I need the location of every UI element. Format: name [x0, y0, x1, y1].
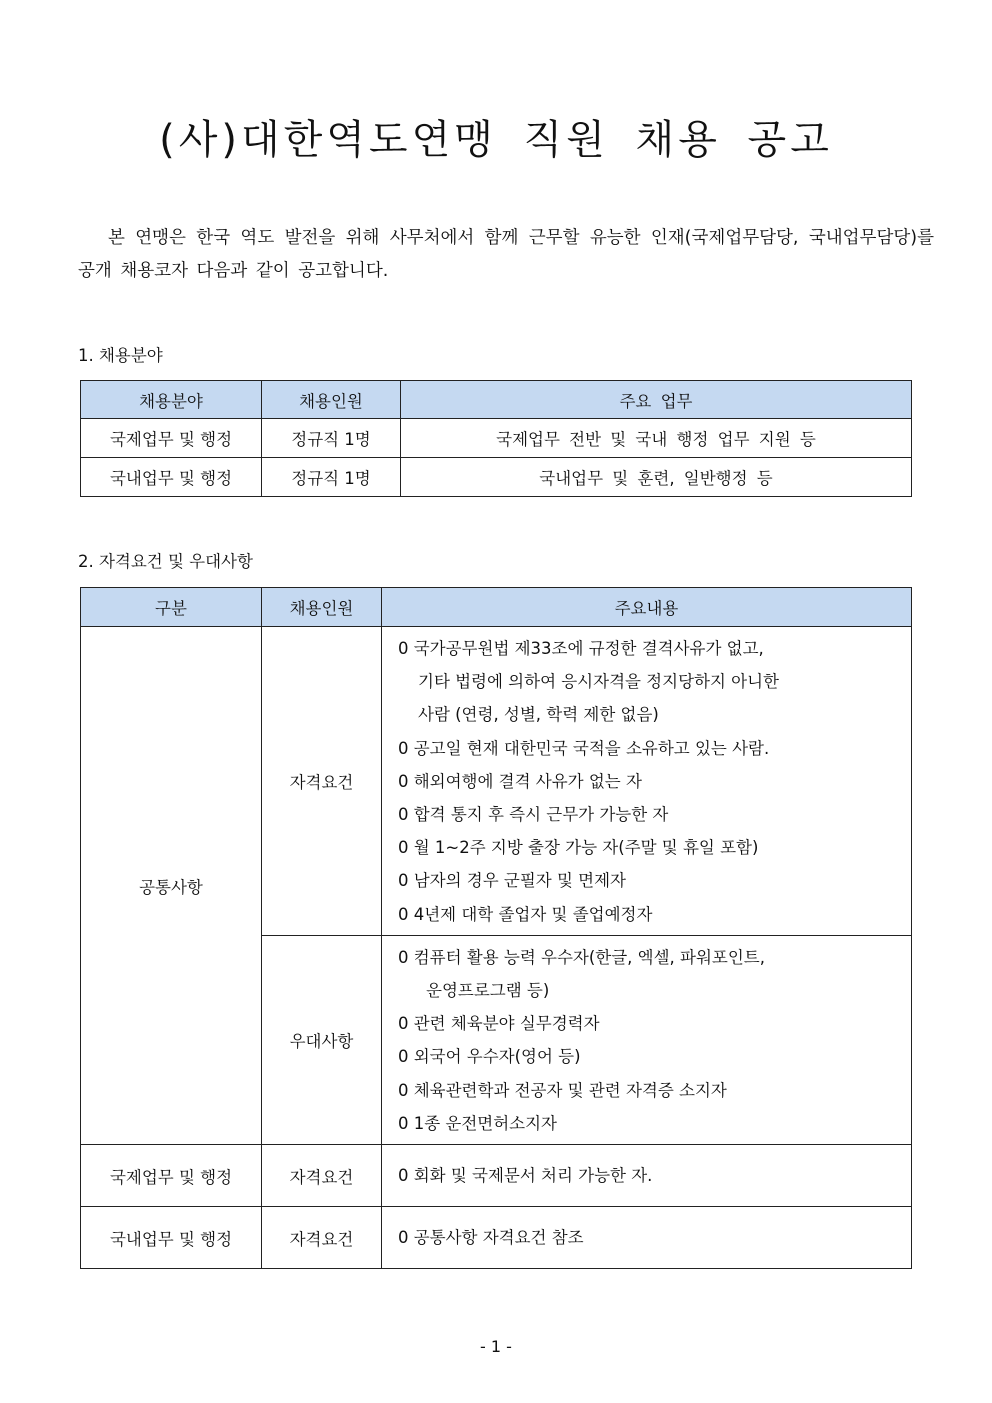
table-header-row: [81, 588, 912, 627]
cell-field: 국내업무 및 행정: [81, 458, 262, 497]
list-item: 0 관련 체육분야 실무경력자: [398, 1014, 600, 1034]
list-item: 0 국가공무원법 제33조에 규정한 결격사유가 없고,: [398, 639, 764, 658]
preference-list: [382, 935, 912, 1144]
list-item: 0 해외여행에 결격 사유가 없는 자: [398, 771, 642, 791]
header-main-content: 주요내용: [382, 588, 912, 627]
recruitment-field-table: [80, 380, 912, 497]
list-item: 0 월 1~2주 지방 출장 가능 자(주말 및 휴일 포함): [398, 838, 759, 858]
qualification-table: [80, 587, 912, 1269]
qualification-list: [382, 627, 912, 936]
list-item: 운영프로그램 등): [426, 981, 550, 1001]
list-item: 0 체육관련학과 전공자 및 관련 자격증 소지자: [398, 1080, 727, 1100]
cell-headcount: 정규직 1명: [262, 458, 401, 497]
header-category: 구분: [81, 588, 262, 627]
table-row: [81, 1207, 912, 1269]
list-item: 사람 (연령, 성별, 학력 제한 없음): [418, 705, 659, 725]
document-title: (사)대한역도연맹 직원 채용 공고: [159, 117, 833, 163]
table-row: [81, 419, 912, 458]
list-item: 0 합격 통지 후 즉시 근무가 가능한 자: [398, 805, 669, 825]
cell-international-label: 국제업무 및 행정: [81, 1145, 262, 1207]
table-row: [81, 627, 912, 936]
table-header-row: [81, 381, 912, 419]
table-row: [81, 1145, 912, 1207]
list-item: 0 1종 운전면허소지자: [398, 1113, 557, 1133]
cell-duties: 국제업무 전반 및 국내 행정 업무 지원 등: [401, 419, 912, 458]
list-item: 0 공통사항 자격요건 참조: [398, 1228, 584, 1248]
cell-domestic-type: 자격요건: [262, 1207, 382, 1269]
section1-heading: 1. 채용분야: [78, 346, 163, 365]
intro-paragraph: [78, 222, 934, 288]
header-main-duties: 주요 업무: [401, 381, 912, 419]
header-headcount: 채용인원: [262, 588, 382, 627]
cell-qualification-label: 자격요건: [262, 627, 382, 936]
list-item: 기타 법령에 의하여 응시자격을 정지당하지 아니한: [418, 672, 779, 692]
cell-duties: 국내업무 및 훈련, 일반행정 등: [401, 458, 912, 497]
table-row: [81, 458, 912, 497]
list-item: 0 공고일 현재 대한민국 국적을 소유하고 있는 사람.: [398, 738, 770, 758]
cell-common-label: 공통사항: [81, 627, 262, 1145]
list-item: 0 4년제 대학 졸업자 및 졸업예정자: [398, 904, 653, 924]
header-field: 채용분야: [81, 381, 262, 419]
page-number: - 1 -: [480, 1337, 512, 1356]
section2-heading: 2. 자격요건 및 우대사항: [78, 552, 253, 571]
cell-international-content: [382, 1145, 912, 1207]
cell-headcount: 정규직 1명: [262, 419, 401, 458]
cell-international-type: 자격요건: [262, 1145, 382, 1207]
list-item: 0 외국어 우수자(영어 등): [398, 1047, 581, 1067]
intro-text: 본 연맹은 한국 역도 발전을 위해 사무처에서 함께 근무할 유능한 인재(국제업무담당, 국내업무담당)를 공개 채용코자 다음과 같이 공고합니다.: [78, 228, 934, 281]
list-item: 0 컴퓨터 활용 능력 우수자(한글, 엑셀, 파워포인트,: [398, 947, 765, 967]
list-item: 0 남자의 경우 군필자 및 면제자: [398, 871, 626, 891]
cell-domestic-label: 국내업무 및 행정: [81, 1207, 262, 1269]
header-headcount: 채용인원: [262, 381, 401, 419]
cell-domestic-content: [382, 1207, 912, 1269]
cell-field: 국제업무 및 행정: [81, 419, 262, 458]
list-item: 0 회화 및 국제문서 처리 가능한 자.: [398, 1166, 653, 1186]
cell-preference-label: 우대사항: [262, 935, 382, 1144]
